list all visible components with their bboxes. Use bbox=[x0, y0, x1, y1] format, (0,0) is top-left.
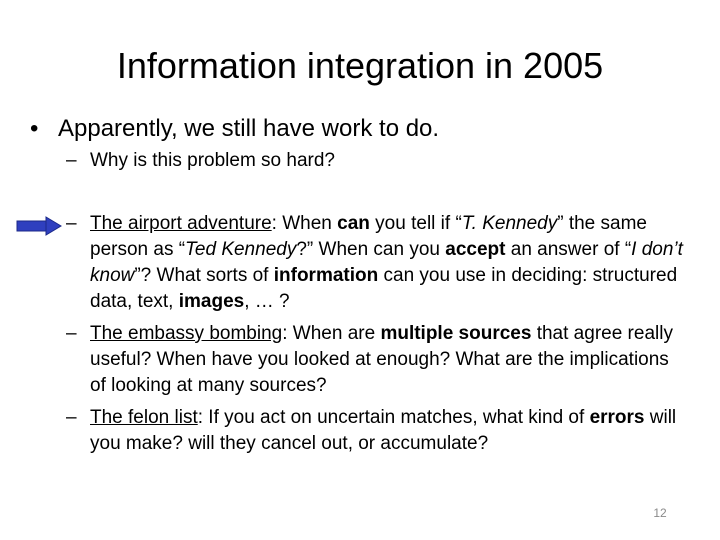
airport-text-part: : When bbox=[271, 213, 338, 234]
embassy-text-part: : When are bbox=[282, 323, 381, 344]
felon-text-part: : If you act on uncertain matches, what kind of bbox=[197, 407, 590, 428]
emphasis-multiple-sources: multiple sources bbox=[380, 323, 532, 344]
emphasis-errors: errors bbox=[589, 407, 645, 428]
embassy-label: The embassy bombing bbox=[90, 323, 283, 344]
felon-text bbox=[90, 405, 686, 457]
felon-label: The felon list bbox=[90, 407, 198, 428]
felon-text-part: will you make? will they cancel out, or accumulate? bbox=[90, 407, 677, 454]
sub-bullet-airport bbox=[66, 211, 686, 315]
airport-text-part: you tell if “ bbox=[369, 213, 462, 234]
emphasis-information: information bbox=[273, 265, 379, 286]
slide-title: Information integration in 2005 bbox=[116, 45, 604, 86]
dash-marker: – bbox=[66, 407, 77, 428]
airport-text-part: ”? What sorts of bbox=[134, 265, 274, 286]
airport-label: The airport adventure bbox=[90, 213, 272, 234]
italic-i-dont-know: I don’t know bbox=[90, 239, 683, 286]
airport-text bbox=[90, 211, 686, 315]
italic-t-kennedy: T. Kennedy bbox=[461, 213, 558, 234]
sub-bullet-embassy bbox=[66, 321, 686, 399]
emphasis-images: images bbox=[178, 291, 245, 312]
sub-bullet-why bbox=[66, 148, 686, 174]
right-arrow-icon bbox=[16, 216, 62, 236]
main-bullet-text: Apparently, we still have work to do. bbox=[58, 115, 440, 142]
airport-text-part: , … ? bbox=[244, 291, 290, 312]
sub-bullet-felon bbox=[66, 405, 686, 457]
page-number: 12 bbox=[653, 506, 667, 520]
embassy-text bbox=[90, 321, 686, 399]
italic-ted-kennedy: Ted Kennedy bbox=[185, 239, 297, 260]
airport-text-part: can you use in deciding: structured data, text, bbox=[90, 265, 678, 312]
airport-text-part: ” the same person as “ bbox=[90, 213, 647, 260]
airport-text-part: an answer of “ bbox=[505, 239, 632, 260]
why-text: Why is this problem so hard? bbox=[90, 150, 335, 171]
dash-marker: – bbox=[66, 150, 77, 171]
emphasis-accept: accept bbox=[445, 239, 506, 260]
bullet-marker: • bbox=[30, 115, 39, 142]
dash-marker: – bbox=[66, 213, 77, 234]
airport-text-part: ?” When can you bbox=[296, 239, 446, 260]
emphasis-can: can bbox=[337, 213, 370, 234]
dash-marker: – bbox=[66, 323, 77, 344]
embassy-text-part: that agree really useful? When have you looked at enough? What are the implications of looking at many sources? bbox=[90, 323, 673, 396]
